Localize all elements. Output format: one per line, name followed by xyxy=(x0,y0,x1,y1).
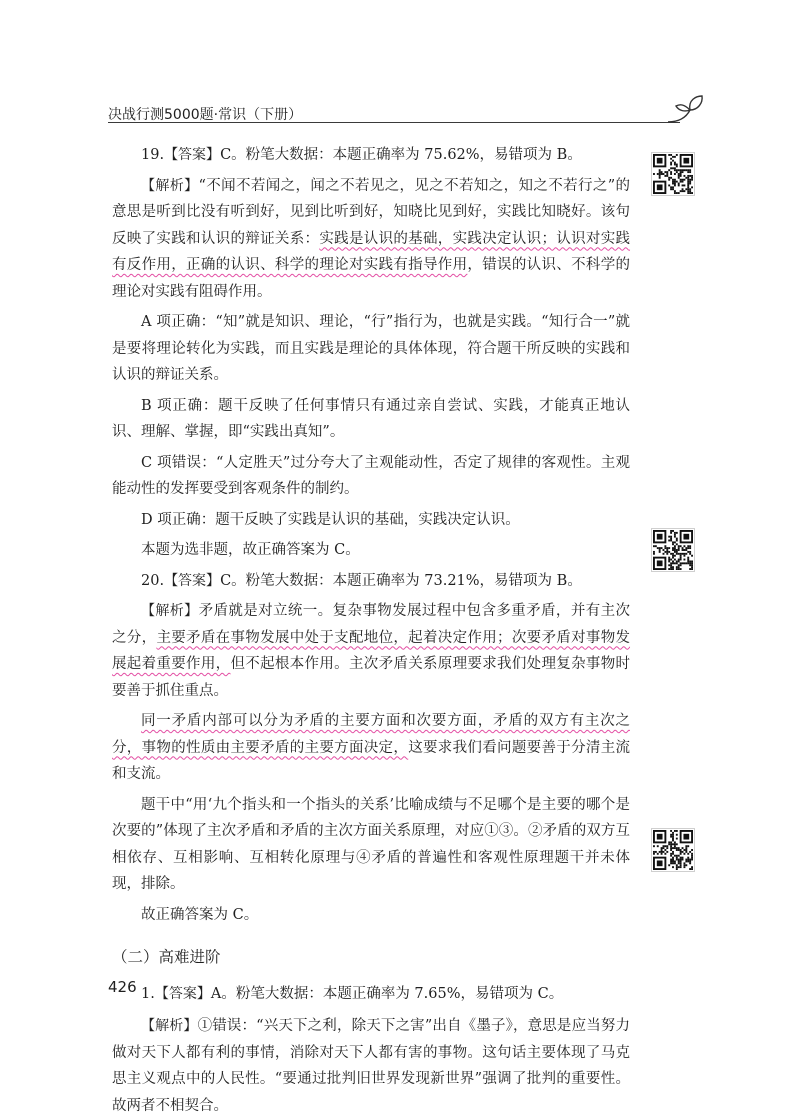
leaf-icon xyxy=(666,92,706,126)
q19-analysis: 【解析】“不闻不若闻之，闻之不若见之，见之不若知之，知之不若行之”的意思是听到比没有听到好，见到比听到好，知晓比见到好，实践比知晓好。该句反映了实践和认识的辩证关系：实践是认识的基础，实践决定认识；认识对实践有反作用，正确的认识、科学的理论对实践有指导作用，错误的认识、不科学的理论对实践有阻碍作用。 xyxy=(112,177,631,300)
qr-code-icon[interactable] xyxy=(651,152,695,196)
q20-answer-line: 20.【答案】C。粉笔大数据：本题正确率为 73.21%，易错项为 B。 xyxy=(141,572,582,589)
analysis-tag: 【解析】 xyxy=(141,603,199,619)
q19-option-b: B 项正确：题干反映了任何事情只有通过亲自尝试、实践，才能真正地认识、理解、掌握，即“实践出真知”。 xyxy=(112,397,630,440)
q19-conclusion: 本题为选非题，故正确答案为 C。 xyxy=(141,542,360,558)
q19-option-d: D 项正确：题干反映了实践是认识的基础，实践决定认识。 xyxy=(141,511,520,528)
q20-paragraph-2: 同一矛盾内部可以分为矛盾的主要方面和次要方面，矛盾的双方有主次之分，事物的性质由主要矛盾的主要方面决定，这要求我们看问题要善于分清主流和支流。 xyxy=(112,713,631,782)
running-header: 决战行测5000题·常识（下册） xyxy=(108,107,303,123)
q19-answer-line: 19.【答案】C。粉笔大数据：本题正确率为 75.62%，易错项为 B。 xyxy=(141,147,582,163)
header-rule xyxy=(108,122,680,123)
section-heading: （二）高难进阶 xyxy=(112,948,221,966)
qr-code-icon[interactable] xyxy=(651,828,695,872)
highlighted-text: 同一矛盾内部可以分为矛盾的主要方面和次要方面，矛盾的双方有主次之分，事物的性质由主要矛盾的主要方面决定， xyxy=(112,713,630,756)
page-body xyxy=(112,142,630,1119)
q20-analysis: 【解析】矛盾就是对立统一。复杂事物发展过程中包含多重矛盾，并有主次之分，主要矛盾在事物发展中处于支配地位，起着决定作用；次要矛盾对事物发展起着重要作用，但不起根本作用。主次矛盾关系原理要求我们处理复杂事物时要善于抓住重点。 xyxy=(112,603,631,699)
q19-option-a: A 项正确：“知”就是知识、理论，“行”指行为，也就是实践。“知行合一”就是要将理论转化为实践，而且实践是理论的具体体现，符合题干所反映的实践和认识的辩证关系。 xyxy=(112,314,630,383)
highlighted-text: 实践是认识的基础，实践决定认识；认识对实践有反作用，正确的认识、科学的理论对实践有指导作用 xyxy=(112,230,631,273)
answer-tag: 【答案】 xyxy=(154,985,211,1002)
analysis-tag: 【解析】 xyxy=(141,1018,198,1034)
qr-code-icon[interactable] xyxy=(651,528,695,572)
q20-paragraph-3: 题干中“用‘九个指头和一个指头的关系’比喻成绩与不足哪个是主要的哪个是次要的”体现了主次矛盾和矛盾的主次方面关系原理，对应①③。②矛盾的双方互相依存、互相影响、互相转化原理与④矛盾的普遍性和客观性原理题干并未体现，排除。 xyxy=(112,796,630,892)
answer-tag: 【答案】 xyxy=(164,572,221,589)
q19-option-c: C 项错误：“人定胜天”过分夸大了主观能动性，否定了规律的客观性。主观能动性的发挥要受到客观条件的制约。 xyxy=(112,454,630,497)
q20-conclusion: 故正确答案为 C。 xyxy=(141,906,259,923)
highlighted-text: 主要矛盾在事物发展中处于支配地位，起着决定作用；次要矛盾对事物发展起着重要作用， xyxy=(112,629,631,672)
q1-analysis: 【解析】①错误：“兴天下之利，除天下之害”出自《墨子》，意思是应当努力做对天下人都有利的事情，消除对天下人都有害的事物。这句话主要体现了马克思主义观点中的人民性。“要通过批判旧世界发现新世界”强调了批判的重要性。故两者不相契合。 xyxy=(112,1018,631,1114)
page-number: 426 xyxy=(108,978,137,996)
answer-tag: 【答案】 xyxy=(164,147,221,163)
q1-answer-line: 1.【答案】A。粉笔大数据：本题正确率为 7.65%，易错项为 C。 xyxy=(141,985,564,1002)
analysis-tag: 【解析】 xyxy=(141,177,199,194)
